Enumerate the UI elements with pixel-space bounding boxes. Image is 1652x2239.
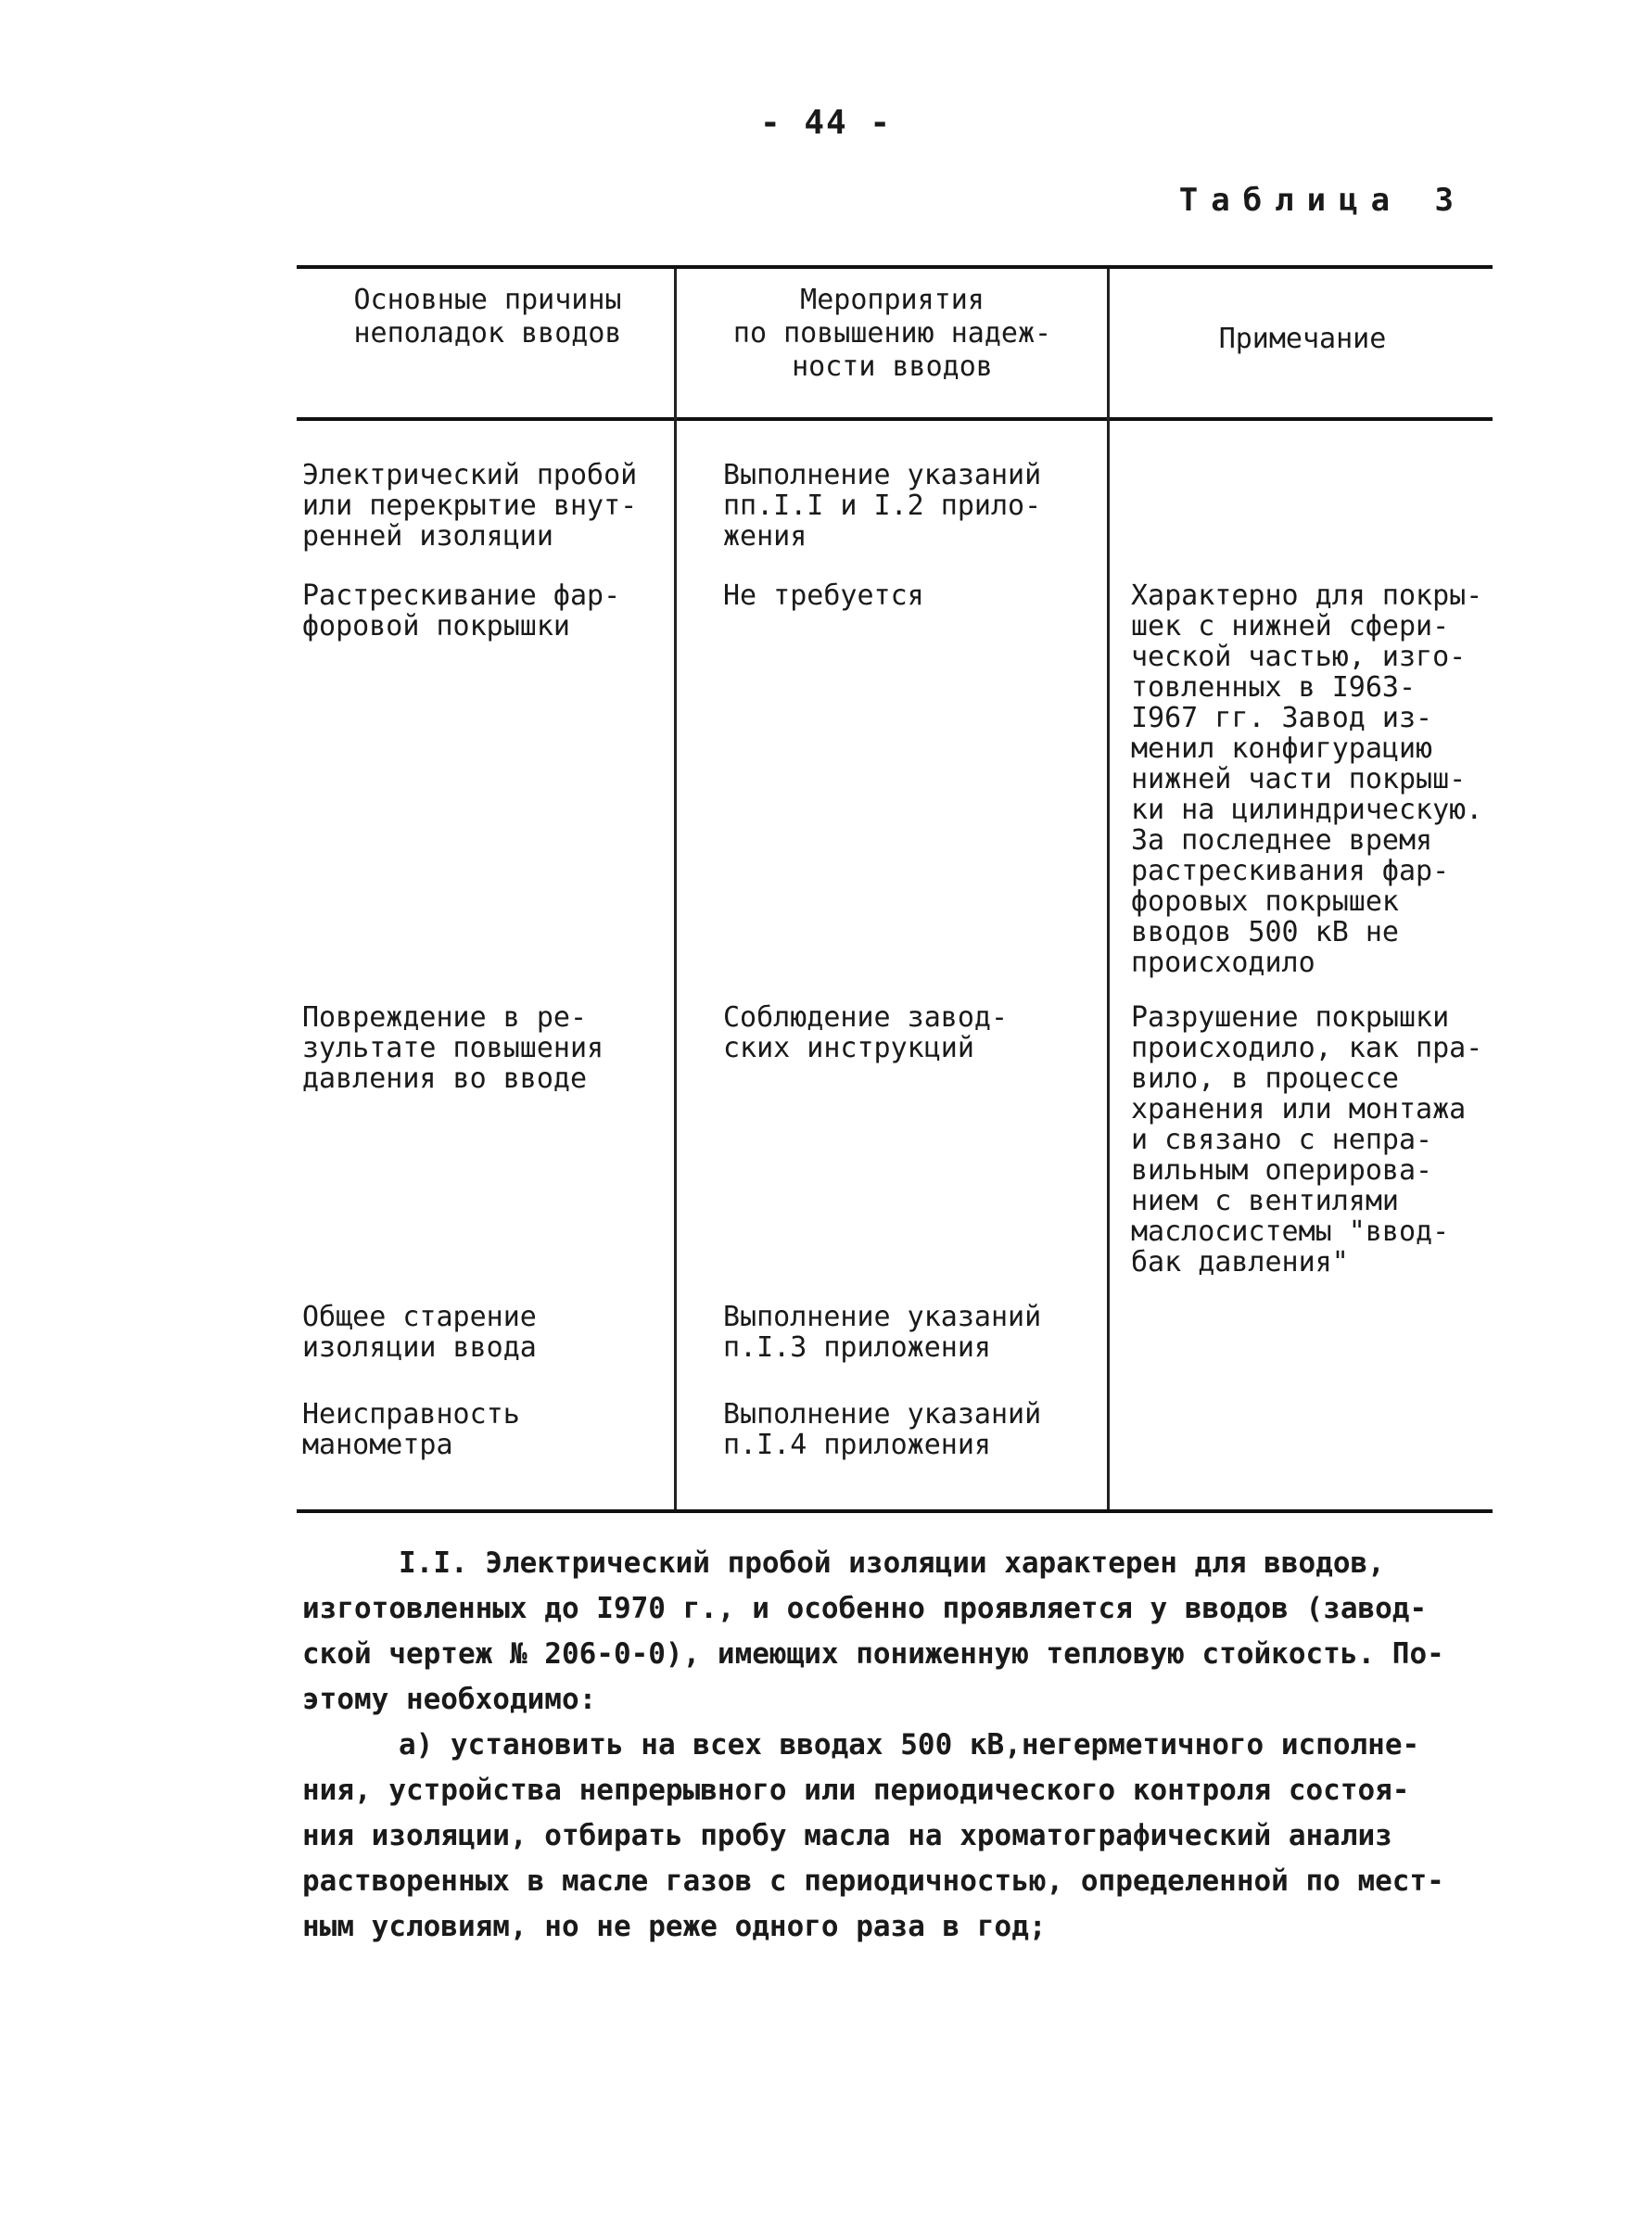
row-measure: Выполнение указаний пп.I.I и I.2 прило- жения [723, 459, 1042, 553]
table-header-rule [297, 417, 1493, 421]
row-cause: Электрический пробой или перекрытие внут- ренней изоляции [302, 459, 638, 553]
row-cause: Повреждение в ре- зультате повышения давления во вводе [302, 1001, 604, 1095]
column-divider [1107, 269, 1110, 1509]
row-measure: Выполнение указаний п.I.3 приложения [723, 1301, 1042, 1364]
row-measure: Соблюдение завод- ских инструкций [723, 1001, 1009, 1064]
row-cause: Неисправность манометра [302, 1398, 520, 1461]
table-caption: Таблица 3 [1178, 182, 1467, 219]
paragraph: I.I. Электрический пробой изоляции характерен для вводов, изготовленных до I970 г., и особенно проявляется у вводов (завод- ской чертеж № 206-0-0), имеющих пониженную тепловую стойкость. По- этому необходимо: [302, 1546, 1444, 1716]
row-cause: Растрескивание фар- форовой покрышки [302, 579, 621, 642]
table-bottom-rule [297, 1509, 1493, 1513]
body-text [302, 1541, 1507, 1950]
page-number: - 44 - [759, 104, 893, 142]
row-note: Разрушение покрышки происходило, как пра- вило, в процессе хранения или монтажа и связано с непра- вильным оперирова- нием с вентилями маслосистемы "ввод- бак давления" [1131, 1001, 1483, 1279]
column-divider [674, 269, 677, 1509]
header-note: Примечание [1218, 323, 1387, 355]
header-measures: Мероприятия по повышению надеж- ности вводов [732, 284, 1052, 383]
table-top-rule [297, 265, 1493, 269]
row-measure: Не требуется [723, 579, 924, 612]
row-cause: Общее старение изоляции ввода [302, 1301, 537, 1364]
row-measure: Выполнение указаний п.I.4 приложения [723, 1398, 1042, 1461]
header-causes: Основные причины неполадок вводов [353, 284, 622, 350]
row-note: Характерно для покры- шек с нижней сфери- ческой частью, изго- товленных в I963- I967 гг. Завод из- менил конфигурацию нижней части покрыш- ки на цилиндрическую. За последнее время растрескивания фар- форовых покрышек вводов 500 кВ не происходило [1131, 579, 1483, 979]
paragraph: а) установить на всех вводах 500 кВ,негерметичного исполне- ния, устройства непрерывного или периодического контроля состоя- ния изоляции, отбирать пробу масла на хроматографический анализ растворенных в масле газов с периодичностью, определенной по мест- ным условиям, но не реже одного раза в год; [302, 1728, 1444, 1943]
